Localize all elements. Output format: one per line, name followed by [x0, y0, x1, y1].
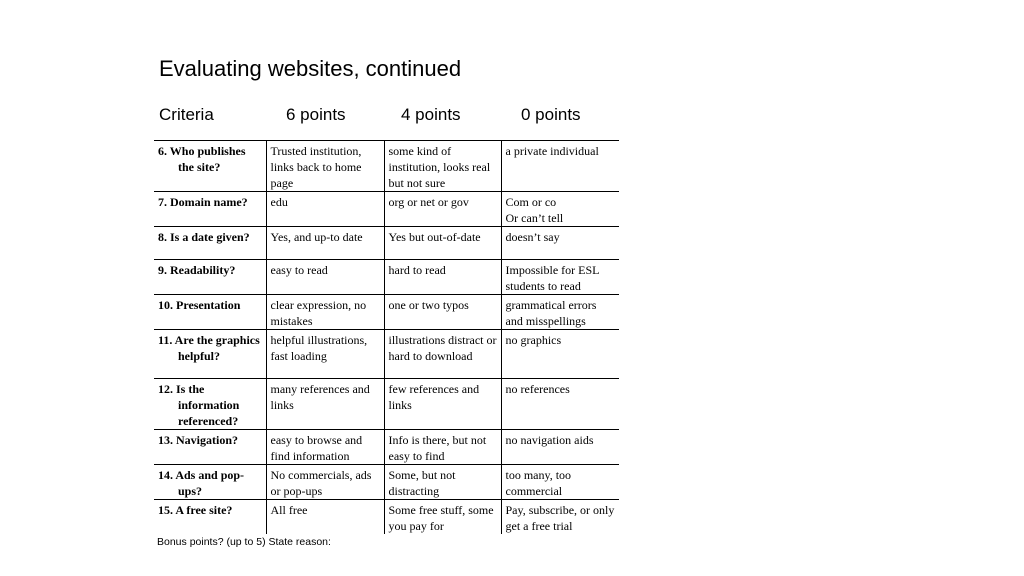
six-points-cell — [266, 500, 384, 535]
criteria-cell — [154, 295, 266, 330]
four-points-cell — [384, 500, 501, 535]
six-points-cell — [266, 465, 384, 500]
criteria-cell-text: 8. Is a date given? — [158, 230, 250, 244]
zero-points-cell — [501, 379, 619, 430]
four-points-cell-text: org or net or gov — [388, 195, 469, 209]
slide-title: Evaluating websites, continued — [159, 56, 462, 81]
criteria-cell — [154, 465, 266, 500]
header-0-points: 0 points — [521, 105, 581, 124]
six-points-cell — [266, 192, 384, 227]
zero-points-cell-text: Impossible for ESL students to read — [505, 263, 600, 293]
four-points-cell-text: few references and links — [388, 382, 480, 412]
six-points-cell — [266, 227, 384, 260]
criteria-table — [154, 140, 619, 534]
criteria-cell-text: 9. Readability? — [158, 263, 236, 277]
zero-points-cell-text: Com or co Or can’t tell — [505, 195, 564, 225]
zero-points-cell — [501, 500, 619, 535]
six-points-cell-text: helpful illustrations, fast loading — [270, 333, 368, 363]
zero-points-cell — [501, 330, 619, 379]
criteria-cell-text: 14. Ads and pop-ups? — [158, 468, 245, 498]
zero-points-cell-text: doesn’t say — [505, 230, 560, 244]
table-row — [154, 500, 619, 535]
six-points-cell — [266, 295, 384, 330]
zero-points-cell-text: too many, too commercial — [505, 468, 572, 498]
criteria-cell-text: 11. Are the graphics helpful? — [158, 333, 260, 363]
six-points-cell-text: clear expression, no mistakes — [270, 298, 367, 328]
header-4-points: 4 points — [401, 105, 461, 124]
four-points-cell — [384, 295, 501, 330]
criteria-cell-text: 7. Domain name? — [158, 195, 248, 209]
zero-points-cell-text: a private individual — [505, 144, 599, 158]
four-points-cell — [384, 330, 501, 379]
zero-points-cell — [501, 192, 619, 227]
four-points-cell-text: Info is there, but not easy to find — [388, 433, 487, 463]
criteria-cell — [154, 379, 266, 430]
table-row — [154, 379, 619, 430]
six-points-cell-text: No commercials, ads or pop-ups — [270, 468, 372, 498]
criteria-cell — [154, 330, 266, 379]
zero-points-cell — [501, 295, 619, 330]
four-points-cell — [384, 465, 501, 500]
criteria-cell-text: 6. Who publishes the site? — [158, 144, 246, 174]
four-points-cell — [384, 430, 501, 465]
six-points-cell-text: Yes, and up-to date — [270, 230, 363, 244]
table-row — [154, 330, 619, 379]
four-points-cell-text: Some free stuff, some you pay for — [388, 503, 494, 533]
table-row — [154, 295, 619, 330]
six-points-cell — [266, 260, 384, 295]
six-points-cell — [266, 141, 384, 192]
column-headers — [0, 103, 1024, 127]
six-points-cell — [266, 379, 384, 430]
header-criteria: Criteria — [159, 105, 214, 124]
zero-points-cell — [501, 141, 619, 192]
table-row — [154, 430, 619, 465]
criteria-cell-text: 10. Presentation — [158, 298, 241, 312]
criteria-cell — [154, 141, 266, 192]
zero-points-cell-text: no graphics — [505, 333, 562, 347]
four-points-cell — [384, 227, 501, 260]
six-points-cell-text: easy to browse and find information — [270, 433, 363, 463]
zero-points-cell-text: grammatical errors and misspellings — [505, 298, 597, 328]
criteria-cell-text: 15. A free site? — [158, 503, 233, 517]
zero-points-cell-text: Pay, subscribe, or only get a free trial — [505, 503, 615, 533]
criteria-cell — [154, 260, 266, 295]
zero-points-cell — [501, 227, 619, 260]
criteria-cell — [154, 227, 266, 260]
criteria-cell — [154, 192, 266, 227]
criteria-cell — [154, 430, 266, 465]
zero-points-cell-text: no navigation aids — [505, 433, 594, 447]
six-points-cell — [266, 330, 384, 379]
six-points-cell-text: easy to read — [270, 263, 328, 277]
four-points-cell — [384, 141, 501, 192]
table-row — [154, 141, 619, 192]
zero-points-cell — [501, 430, 619, 465]
four-points-cell — [384, 260, 501, 295]
four-points-cell-text: hard to read — [388, 263, 446, 277]
zero-points-cell — [501, 260, 619, 295]
four-points-cell-text: Yes but out-of-date — [388, 230, 481, 244]
header-6-points: 6 points — [286, 105, 346, 124]
six-points-cell — [266, 430, 384, 465]
six-points-cell-text: Trusted institution, links back to home page — [270, 144, 362, 190]
criteria-cell-text: 13. Navigation? — [158, 433, 239, 447]
zero-points-cell — [501, 465, 619, 500]
four-points-cell-text: one or two typos — [388, 298, 469, 312]
six-points-cell-text: All free — [270, 503, 308, 517]
four-points-cell-text: some kind of institution, looks real but not sure — [388, 144, 491, 190]
four-points-cell-text: Some, but not distracting — [388, 468, 456, 498]
four-points-cell — [384, 379, 501, 430]
four-points-cell — [384, 192, 501, 227]
table-row — [154, 465, 619, 500]
six-points-cell-text: many references and links — [270, 382, 370, 412]
bonus-note: Bonus points? (up to 5) State reason: — [157, 536, 331, 548]
table-row — [154, 260, 619, 295]
table-row — [154, 192, 619, 227]
criteria-cell-text: 12. Is the information referenced? — [158, 382, 240, 428]
four-points-cell-text: illustrations distract or hard to download — [388, 333, 497, 363]
six-points-cell-text: edu — [270, 195, 288, 209]
table-row — [154, 227, 619, 260]
zero-points-cell-text: no references — [505, 382, 570, 396]
criteria-cell — [154, 500, 266, 535]
